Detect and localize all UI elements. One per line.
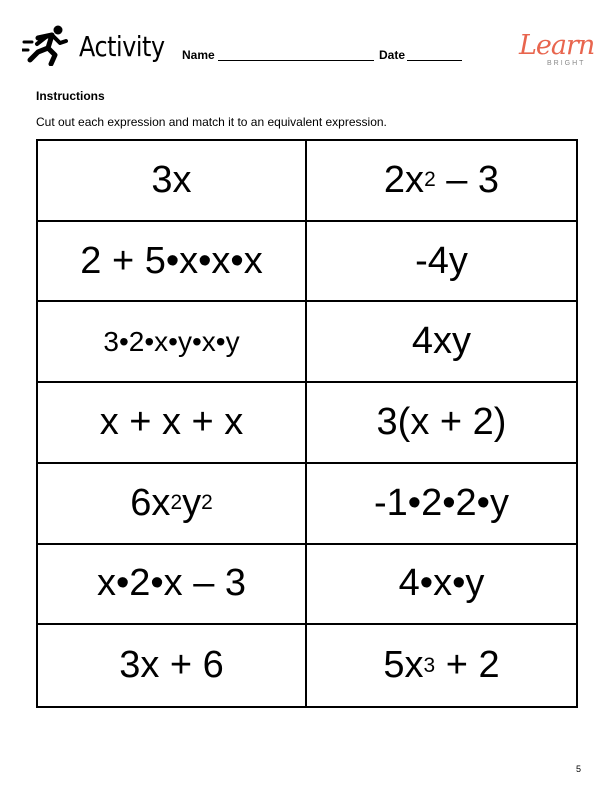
expression-text: -1•2•2•y (374, 481, 509, 524)
expression-text: x + x + x (99, 400, 244, 443)
expression-card[interactable] (38, 625, 307, 706)
expression-card[interactable] (307, 222, 576, 303)
expression-card[interactable] (307, 545, 576, 626)
expression-text: 6x (130, 481, 171, 524)
expression-text: – 3 (435, 158, 500, 201)
expression-card[interactable] (307, 383, 576, 464)
expression-text: 2x (383, 158, 425, 201)
expression-card[interactable] (307, 464, 576, 545)
expression-card[interactable]: 5x 3 + 2 (383, 644, 500, 687)
expression-card[interactable] (307, 302, 576, 383)
expression-table (36, 139, 578, 708)
expression-card[interactable] (38, 222, 307, 303)
date-label: Date (379, 48, 406, 62)
activity-title: Activity (79, 30, 165, 63)
expression-text: x•2•x – 3 (96, 562, 247, 605)
name-field[interactable] (218, 60, 374, 61)
expression-text: 3x + 6 (119, 644, 224, 687)
expression-text: 4xy (411, 320, 472, 363)
expression-card[interactable] (38, 302, 307, 383)
expression-text: + 2 (435, 644, 500, 687)
expression-text: 3x (151, 158, 192, 201)
running-figure-icon (22, 24, 68, 66)
logo-learn-text: Learn (519, 30, 595, 61)
expression-text: 5x (383, 644, 424, 687)
name-label: Name (182, 48, 215, 62)
expression-card[interactable]: 6x 2 y 2 (38, 464, 307, 545)
learn-bright-logo (519, 22, 595, 70)
expression-card[interactable] (38, 383, 307, 464)
expression-text: 4•x•y (398, 562, 485, 605)
expression-text: y (182, 481, 202, 524)
date-field[interactable] (407, 60, 462, 61)
worksheet-header (22, 22, 595, 72)
expression-text: 3(x + 2) (376, 400, 507, 443)
expression-text: 3•2•x•y•x•y (103, 325, 240, 357)
instructions-title: Instructions (36, 89, 105, 103)
expression-card[interactable]: 2x 2 – 3 (307, 141, 576, 222)
instructions-text: Cut out each expression and match it to an equivalent expression. (36, 115, 387, 129)
expression-card[interactable] (38, 141, 307, 222)
expression-card[interactable] (38, 545, 307, 626)
expression-text: -4y (415, 239, 468, 282)
expression-text: 2 + 5•x•x•x (80, 239, 263, 282)
page-number: 5 (576, 764, 582, 774)
logo-bright-text: BRIGHT (547, 60, 586, 67)
